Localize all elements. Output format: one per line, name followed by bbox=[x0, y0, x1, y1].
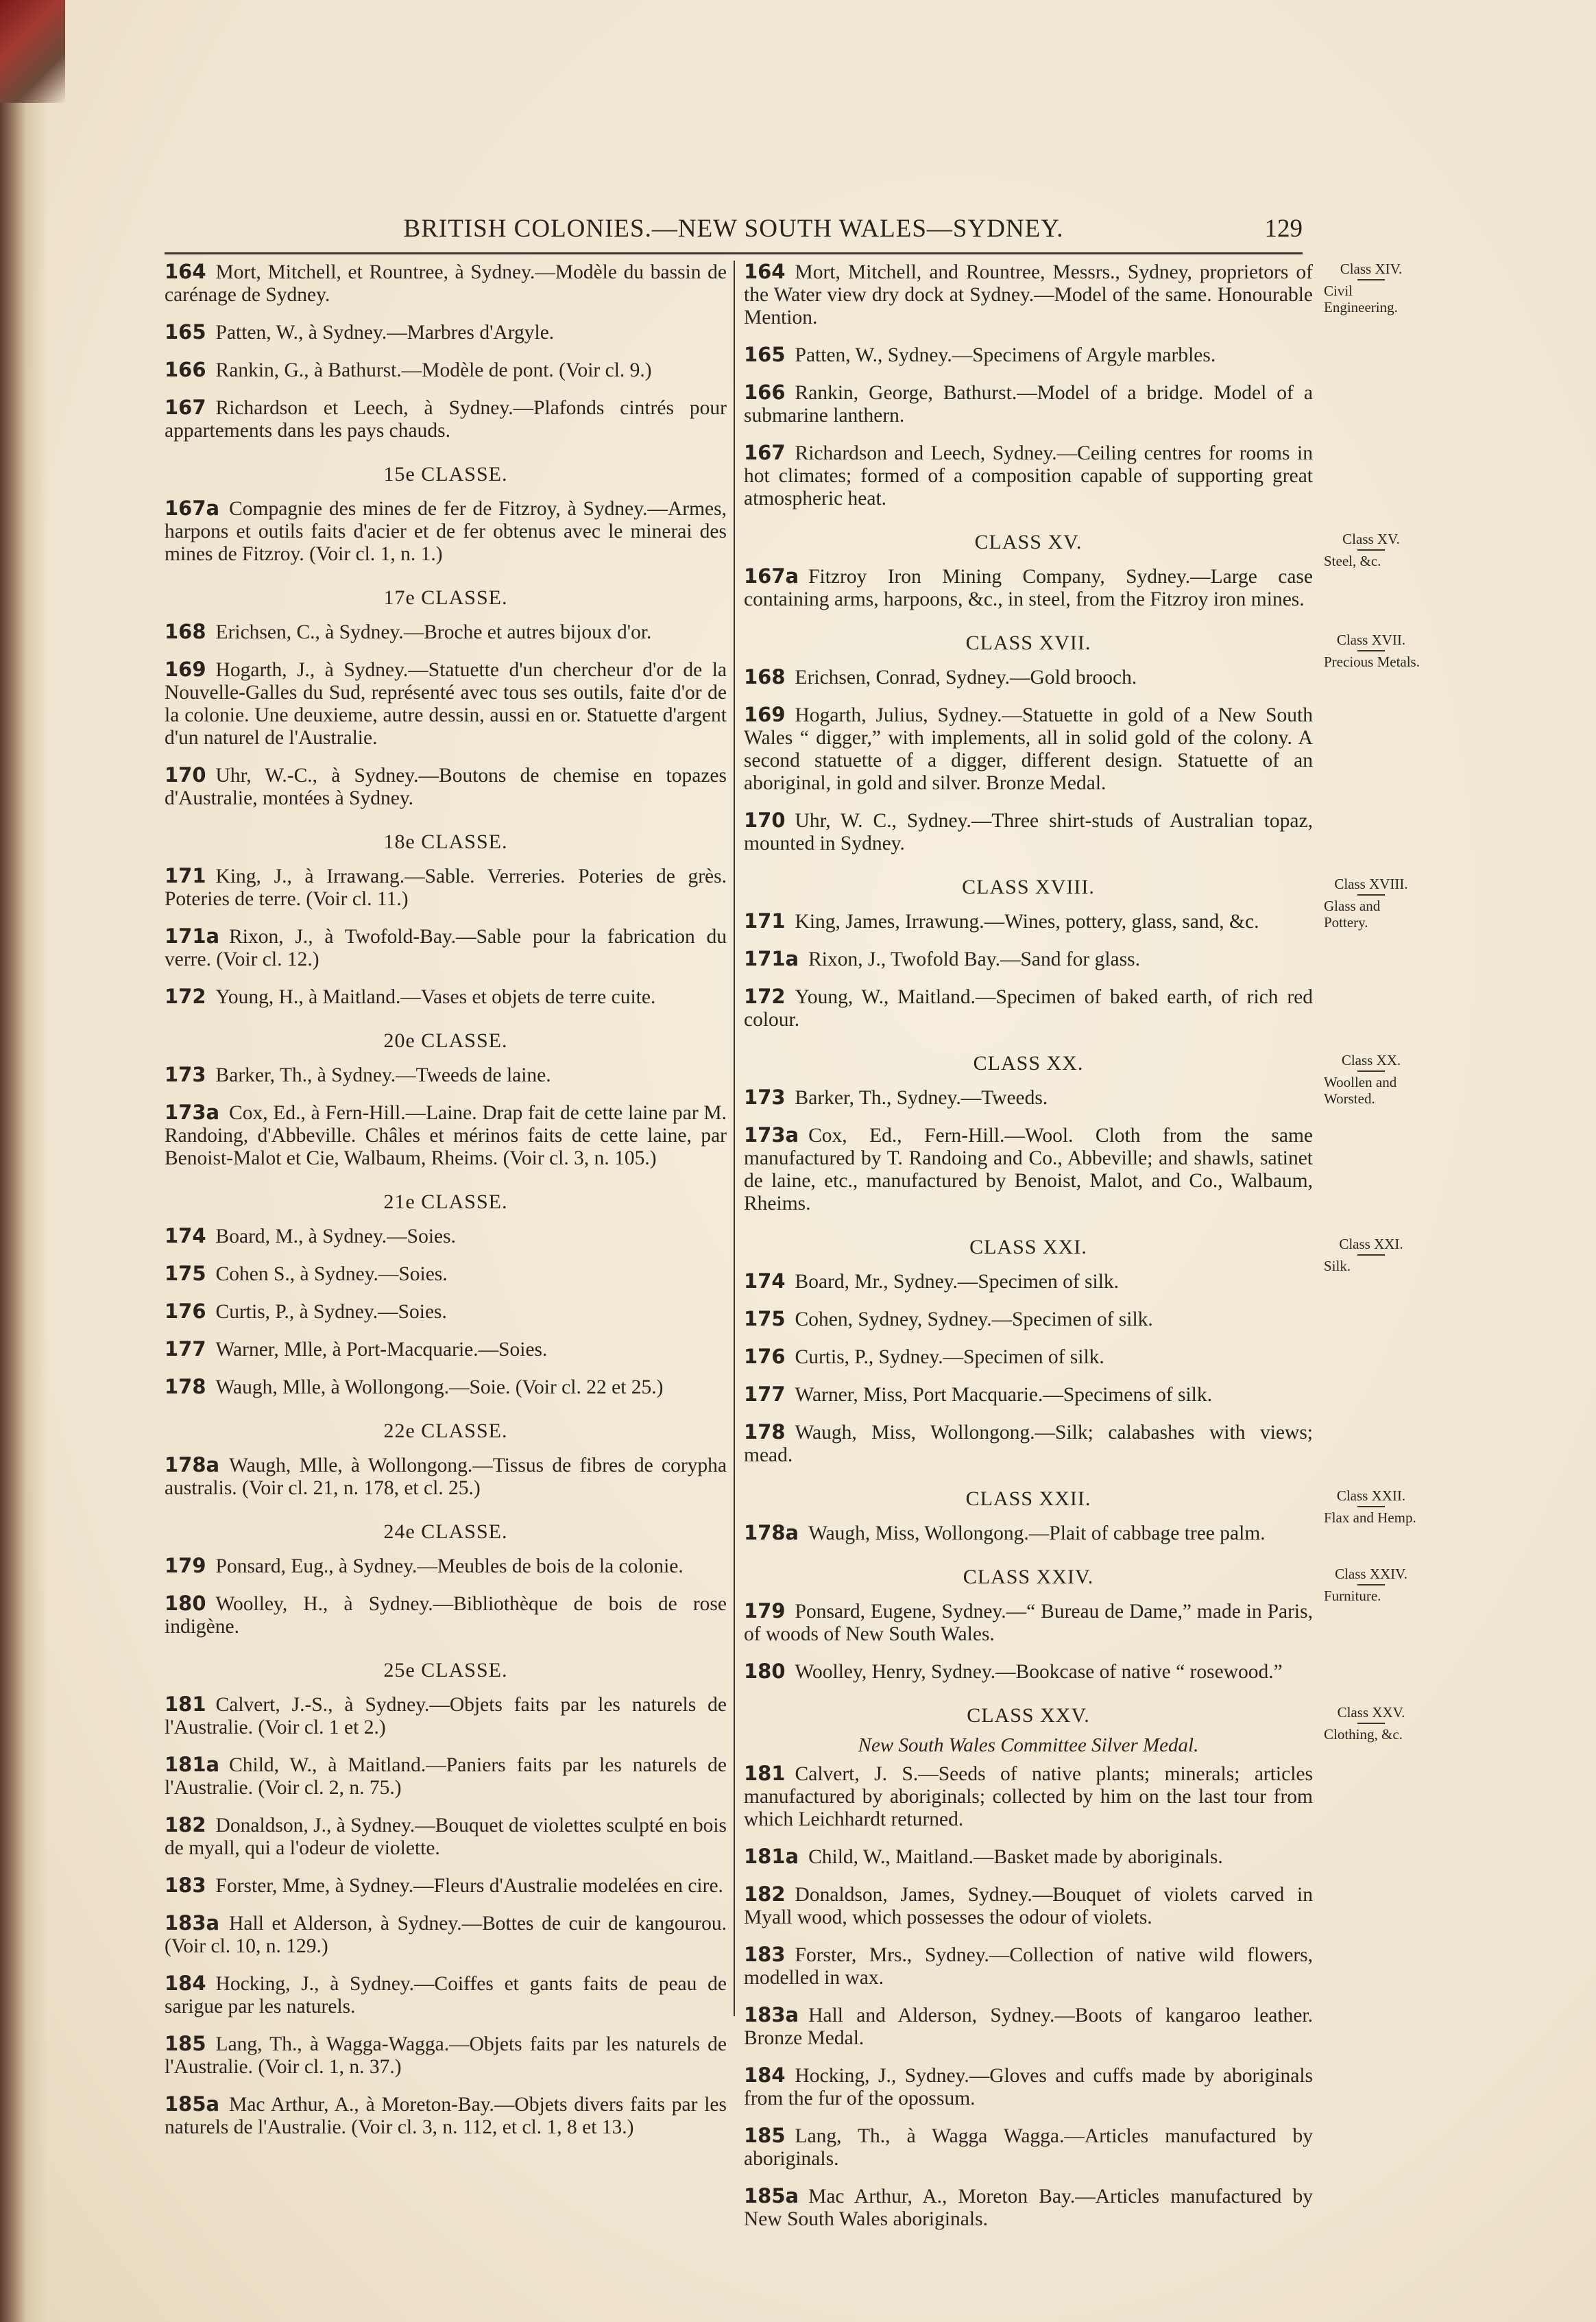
entry-text: Compagnie des mines de fer de Fitzroy, à Sydney.—Armes, harpons et outils faits d'acier et de fer obtenus avec le minerai des mines de Fitzroy. (Voir cl. 1, n. 1.) bbox=[165, 498, 727, 565]
entry-text: Donaldson, J., à Sydney.—Bouquet de violettes sculpté en bois de myall, qui a l'odeur de violette. bbox=[165, 1815, 727, 1859]
catalogue-entry bbox=[744, 1845, 1313, 1869]
class-heading: CLASS XXV. bbox=[967, 1704, 1090, 1727]
entry-text: Richardson and Leech, Sydney.—Ceiling centres for rooms in hot climates; formed of a composition capable of supporting great atmospheric heat. bbox=[744, 442, 1313, 510]
entry-number: 184 bbox=[744, 2063, 786, 2087]
entry-text: Barker, Th., Sydney.—Tweeds. bbox=[795, 1087, 1048, 1109]
class-heading: 17e CLASSE. bbox=[383, 586, 508, 609]
entry-text: Mac Arthur, A., Moreton Bay.—Articles manufactured by New South Wales aboriginals. bbox=[744, 2186, 1313, 2230]
entry-number: 183 bbox=[744, 1943, 786, 1966]
entry-number: 165 bbox=[165, 320, 206, 344]
entry-text: Rixon, J., Twofold Bay.—Sand for glass. bbox=[808, 948, 1140, 970]
entry-number: 174 bbox=[744, 1269, 786, 1293]
entry-number: 177 bbox=[165, 1337, 206, 1361]
entry-number: 181a bbox=[744, 1845, 799, 1868]
catalogue-entry bbox=[744, 261, 1313, 329]
entry-number: 183a bbox=[165, 1911, 220, 1935]
catalogue-entry bbox=[165, 2033, 727, 2079]
binding-corner bbox=[0, 0, 65, 103]
entry-text: King, James, Irrawung.—Wines, pottery, glass, sand, &c. bbox=[795, 911, 1259, 933]
entry-number: 183 bbox=[165, 1874, 206, 1897]
entry-text: Hocking, J., à Sydney.—Coiffes et gants faits de peau de sarigue par les naturels. bbox=[165, 1973, 727, 2018]
catalogue-entry bbox=[165, 1972, 727, 2018]
catalogue-entry bbox=[165, 1338, 727, 1361]
entry-number: 169 bbox=[165, 658, 206, 681]
book-binding-edge bbox=[0, 0, 48, 2322]
class-heading: 18e CLASSE. bbox=[383, 830, 508, 853]
entry-number: 167a bbox=[165, 496, 220, 520]
margin-note-label: Woollen and Worsted. bbox=[1324, 1074, 1397, 1107]
entry-text: Ponsard, Eugene, Sydney.—“ Bureau de Dame,” made in Paris, of woods of New South Wales. bbox=[744, 1601, 1313, 1645]
margin-note-label: Flax and Hemp. bbox=[1324, 1509, 1416, 1526]
entry-number: 171a bbox=[165, 924, 220, 948]
class-heading: 15e CLASSE. bbox=[383, 463, 508, 486]
catalogue-entry bbox=[744, 948, 1313, 971]
entry-text: Woolley, Henry, Sydney.—Bookcase of native “ rosewood.” bbox=[795, 1661, 1283, 1683]
catalogue-entry bbox=[165, 1754, 727, 1799]
margin-note-label: Glass and Pottery. bbox=[1324, 898, 1381, 931]
entry-text: Child, W., Maitland.—Basket made by aboriginals. bbox=[808, 1846, 1223, 1868]
margin-note-rule bbox=[1357, 894, 1385, 896]
catalogue-entry bbox=[744, 1124, 1313, 1215]
catalogue-entry bbox=[165, 2093, 727, 2139]
entry-text: Calvert, J.-S., à Sydney.—Objets faits par les naturels de l'Australie. (Voir cl. 1 et 2.) bbox=[165, 1694, 727, 1738]
entry-number: 167 bbox=[165, 396, 206, 419]
margin-note-label: Steel, &c. bbox=[1324, 553, 1381, 569]
catalogue-entry bbox=[744, 1086, 1313, 1110]
catalogue-entry bbox=[744, 1383, 1313, 1407]
catalogue-entry bbox=[744, 985, 1313, 1031]
entry-text: Hogarth, J., à Sydney.—Statuette d'un chercheur d'or de la Nouvelle-Galles du Sud, représenté avec tous ses outils, faite d'or de la colonie. Une deuxieme, autre dessin, aussi en or. Statuette d'argent d'un naturel de l'Australie. bbox=[165, 659, 727, 749]
class-heading: 24e CLASSE. bbox=[383, 1520, 508, 1543]
catalogue-entry bbox=[165, 1874, 727, 1898]
entry-text: Richardson et Leech, à Sydney.—Plafonds cintrés pour appartements dans les pays chauds. bbox=[165, 397, 727, 442]
entry-text: Ponsard, Eug., à Sydney.—Meubles de bois de la colonie. bbox=[215, 1555, 684, 1577]
entry-number: 179 bbox=[165, 1554, 206, 1577]
margin-note-rule bbox=[1357, 1723, 1385, 1724]
entry-number: 173 bbox=[744, 1086, 786, 1109]
entry-number: 173 bbox=[165, 1063, 206, 1086]
margin-note bbox=[1320, 1236, 1423, 1274]
catalogue-entry bbox=[744, 1943, 1313, 1989]
margin-note-class: Class XX. bbox=[1341, 1052, 1401, 1068]
margin-note-rule bbox=[1357, 1506, 1385, 1507]
margin-note-class: Class XXII. bbox=[1336, 1487, 1406, 1504]
entry-number: 178 bbox=[744, 1420, 786, 1444]
catalogue-entry bbox=[744, 1762, 1313, 1831]
margin-note-class: Class XXV. bbox=[1337, 1704, 1405, 1721]
class-heading: CLASS XVIII. bbox=[962, 876, 1095, 898]
entry-number: 166 bbox=[744, 381, 786, 404]
entry-number: 185 bbox=[165, 2032, 206, 2055]
margin-note-class: Class XVIII. bbox=[1334, 876, 1408, 892]
entry-number: 175 bbox=[165, 1262, 206, 1285]
catalogue-entry bbox=[744, 1270, 1313, 1293]
catalogue-entry bbox=[744, 2124, 1313, 2170]
entry-text: Curtis, P., Sydney.—Specimen of silk. bbox=[795, 1346, 1104, 1368]
entry-number: 184 bbox=[165, 1972, 206, 1995]
running-title: BRITISH COLONIES.—NEW SOUTH WALES—SYDNEY. bbox=[403, 215, 1064, 243]
entry-text: Lang, Th., à Wagga-Wagga.—Objets faits par les naturels de l'Australie. (Voir cl. 1, n. 37.) bbox=[165, 2033, 727, 2078]
class-heading: CLASS XXI. bbox=[969, 1236, 1087, 1258]
entry-number: 168 bbox=[165, 620, 206, 643]
entry-text: Uhr, W.-C., à Sydney.—Boutons de chemise en topazes d'Australie, montées à Sydney. bbox=[165, 765, 727, 809]
entry-number: 168 bbox=[744, 665, 786, 689]
entry-text: Forster, Mrs., Sydney.—Collection of native wild flowers, modelled in wax. bbox=[744, 1944, 1313, 1989]
entry-text: Fitzroy Iron Mining Company, Sydney.—Large case containing arms, harpoons, &c., in steel, from the Fitzroy iron mines. bbox=[744, 566, 1313, 610]
entry-text: Board, M., à Sydney.—Soies. bbox=[215, 1225, 456, 1247]
entry-text: Mac Arthur, A., à Moreton-Bay.—Objets divers faits par les naturels de l'Australie. (Voir cl. 3, n. 112, et cl. 1, 8 et 13.) bbox=[165, 2094, 727, 2138]
margin-note bbox=[1320, 1704, 1423, 1743]
entry-number: 185 bbox=[744, 2124, 786, 2147]
entry-number: 172 bbox=[165, 985, 206, 1008]
english-column bbox=[744, 261, 1313, 2245]
catalogue-entry bbox=[744, 704, 1313, 795]
entry-text: Patten, W., Sydney.—Specimens of Argyle marbles. bbox=[795, 344, 1216, 366]
margin-note bbox=[1320, 876, 1423, 931]
catalogue-entry bbox=[744, 1883, 1313, 1929]
entry-text: Waugh, Mlle, à Wollongong.—Tissus de fibres de corypha australis. (Voir cl. 21, n. 178, et cl. 25.) bbox=[165, 1455, 727, 1499]
entry-text: King, J., à Irrawang.—Sable. Verreries. Poteries de grès. Poteries de terre. (Voir cl. 11.) bbox=[165, 865, 727, 910]
entry-text: Woolley, H., à Sydney.—Bibliothèque de bois de rose indigène. bbox=[165, 1593, 727, 1638]
entry-number: 180 bbox=[165, 1592, 206, 1615]
entry-number: 181 bbox=[744, 1762, 786, 1785]
entry-number: 172 bbox=[744, 985, 786, 1008]
margin-note-class: Class XVII. bbox=[1336, 632, 1406, 648]
catalogue-entry bbox=[165, 985, 727, 1009]
margin-note-class: Class XXI. bbox=[1339, 1236, 1403, 1252]
entry-text: Cohen, Sydney, Sydney.—Specimen of silk. bbox=[795, 1308, 1153, 1330]
entry-number: 173a bbox=[165, 1101, 220, 1124]
entry-number: 167a bbox=[744, 564, 799, 588]
catalogue-entry bbox=[744, 910, 1313, 933]
class-subnote: New South Wales Committee Silver Medal. bbox=[858, 1734, 1199, 1756]
catalogue-entry bbox=[165, 1592, 727, 1638]
margin-note-rule bbox=[1357, 279, 1385, 280]
catalogue-entry bbox=[744, 1600, 1313, 1646]
entry-number: 164 bbox=[165, 260, 206, 283]
column-divider bbox=[734, 261, 735, 2016]
catalogue-entry bbox=[744, 565, 1313, 611]
entry-number: 177 bbox=[744, 1383, 786, 1406]
catalogue-entry bbox=[165, 1225, 727, 1248]
entry-number: 182 bbox=[165, 1813, 206, 1836]
entry-number: 166 bbox=[165, 358, 206, 381]
entry-text: Board, Mr., Sydney.—Specimen of silk. bbox=[795, 1271, 1120, 1293]
entry-text: Cohen S., à Sydney.—Soies. bbox=[215, 1263, 448, 1285]
entry-number: 183a bbox=[744, 2003, 799, 2026]
catalogue-entry bbox=[744, 2004, 1313, 2050]
class-heading: CLASS XVII. bbox=[965, 632, 1091, 654]
catalogue-entry bbox=[165, 764, 727, 810]
entry-number: 169 bbox=[744, 703, 786, 726]
catalogue-entry bbox=[165, 865, 727, 911]
entry-text: Waugh, Miss, Wollongong.—Plait of cabbage tree palm. bbox=[808, 1522, 1266, 1544]
catalogue-entry bbox=[744, 1522, 1313, 1545]
entry-number: 179 bbox=[744, 1599, 786, 1623]
catalogue-entry bbox=[744, 442, 1313, 510]
catalogue-entry bbox=[165, 1454, 727, 1500]
entry-text: Erichsen, Conrad, Sydney.—Gold brooch. bbox=[795, 667, 1137, 689]
catalogue-entry bbox=[165, 1300, 727, 1324]
entry-text: Mort, Mitchell, and Rountree, Messrs., Sydney, proprietors of the Water view dry dock at Sydney.—Model of the same. Honourable Mention. bbox=[744, 261, 1313, 328]
entry-number: 181a bbox=[165, 1753, 220, 1776]
catalogue-entry bbox=[744, 344, 1313, 367]
entry-number: 170 bbox=[165, 763, 206, 787]
entry-number: 178 bbox=[165, 1375, 206, 1398]
margin-note-label: Clothing, &c. bbox=[1324, 1726, 1403, 1743]
entry-text: Child, W., à Maitland.—Paniers faits par les naturels de l'Australie. (Voir cl. 2, n. 75.) bbox=[165, 1754, 727, 1799]
french-column bbox=[165, 261, 727, 2153]
catalogue-entry bbox=[165, 1912, 727, 1958]
catalogue-entry bbox=[744, 1308, 1313, 1331]
entry-number: 171a bbox=[744, 947, 799, 970]
entry-text: Warner, Mlle, à Port-Macquarie.—Soies. bbox=[215, 1339, 548, 1361]
margin-note bbox=[1320, 1052, 1423, 1107]
entry-number: 173a bbox=[744, 1123, 799, 1147]
entry-text: Donaldson, James, Sydney.—Bouquet of violets carved in Myall wood, which possesses the odour of violets. bbox=[744, 1884, 1313, 1928]
entry-text: Hocking, J., Sydney.—Gloves and cuffs made by aboriginals from the fur of the opossum. bbox=[744, 2065, 1313, 2109]
catalogue-entry bbox=[165, 396, 727, 442]
margin-note-rule bbox=[1357, 549, 1385, 551]
margin-note-label: Furniture. bbox=[1324, 1588, 1381, 1604]
catalogue-entry bbox=[744, 666, 1313, 689]
margin-note-rule bbox=[1357, 1254, 1385, 1256]
entry-number: 176 bbox=[165, 1300, 206, 1323]
catalogue-entry bbox=[165, 1555, 727, 1578]
entry-text: Forster, Mme, à Sydney.—Fleurs d'Australie modelées en cire. bbox=[215, 1875, 723, 1897]
entry-text: Rankin, G., à Bathurst.—Modèle de pont. (Voir cl. 9.) bbox=[215, 359, 652, 381]
page-header bbox=[165, 214, 1303, 254]
catalogue-entry bbox=[744, 2185, 1313, 2231]
entry-text: Calvert, J. S.—Seeds of native plants; minerals; articles manufactured by aboriginals; collected by him on the last tour from which Leichhardt returned. bbox=[744, 1763, 1313, 1830]
entry-text: Erichsen, C., à Sydney.—Broche et autres bijoux d'or. bbox=[215, 621, 652, 643]
catalogue-entry bbox=[744, 2064, 1313, 2110]
entry-text: Young, W., Maitland.—Specimen of baked earth, of rich red colour. bbox=[744, 986, 1313, 1031]
entry-number: 164 bbox=[744, 260, 786, 283]
entry-text: Curtis, P., à Sydney.—Soies. bbox=[215, 1301, 447, 1323]
entry-number: 176 bbox=[744, 1345, 786, 1368]
catalogue-entry bbox=[165, 1693, 727, 1739]
catalogue-entry bbox=[165, 1814, 727, 1860]
margin-note-label: Silk. bbox=[1324, 1258, 1351, 1274]
margin-note bbox=[1320, 1487, 1423, 1526]
catalogue-entry bbox=[744, 381, 1313, 427]
catalogue-entry bbox=[165, 1064, 727, 1087]
entry-text: Warner, Miss, Port Macquarie.—Specimens of silk. bbox=[795, 1384, 1212, 1406]
margin-note bbox=[1320, 261, 1423, 315]
entry-text: Rankin, George, Bathurst.—Model of a bridge. Model of a submarine lanthern. bbox=[744, 382, 1313, 427]
entry-text: Mort, Mitchell, et Rountree, à Sydney.—Modèle du bassin de carénage de Sydney. bbox=[165, 261, 727, 306]
catalogue-entry bbox=[165, 1101, 727, 1170]
class-heading: CLASS XXIV. bbox=[963, 1566, 1094, 1588]
entry-text: Hogarth, Julius, Sydney.—Statuette in gold of a New South Wales “ digger,” with implements, all in solid gold of the colony. A second statuette of a digger, different design. Statuette of an aboriginal, in gold and silver. Bronze Medal. bbox=[744, 704, 1313, 794]
entry-number: 178a bbox=[744, 1521, 799, 1544]
margin-note-class: Class XV. bbox=[1342, 531, 1400, 547]
entry-text: Cox, Ed., à Fern-Hill.—Laine. Drap fait de cette laine par M. Randoing, d'Abbeville. Châles et mérinos faits de cette laine, par Benoist-Malot et Cie, Walbaum, Rheims. (Voir cl. 3, n. 105.) bbox=[165, 1102, 727, 1169]
entry-number: 185a bbox=[744, 2184, 799, 2207]
entry-text: Waugh, Mlle, à Wollongong.—Soie. (Voir cl. 22 et 25.) bbox=[215, 1376, 664, 1398]
class-heading: CLASS XV. bbox=[974, 531, 1083, 553]
entry-number: 165 bbox=[744, 343, 786, 366]
entry-text: Uhr, W. C., Sydney.—Three shirt-studs of Australian topaz, mounted in Sydney. bbox=[744, 810, 1313, 854]
class-heading: 21e CLASSE. bbox=[383, 1190, 508, 1213]
entry-number: 170 bbox=[744, 809, 786, 832]
catalogue-entry bbox=[744, 1660, 1313, 1684]
margin-note-rule bbox=[1357, 650, 1385, 651]
catalogue-entry bbox=[744, 1421, 1313, 1467]
entry-text: Rixon, J., à Twofold-Bay.—Sable pour la fabrication du verre. (Voir cl. 12.) bbox=[165, 926, 727, 970]
catalogue-entry bbox=[165, 1376, 727, 1399]
entry-number: 181 bbox=[165, 1692, 206, 1716]
margin-note bbox=[1320, 632, 1423, 670]
catalogue-entry bbox=[165, 621, 727, 644]
entry-text: Young, H., à Maitland.—Vases et objets de terre cuite. bbox=[215, 986, 656, 1008]
entry-number: 185a bbox=[165, 2092, 220, 2116]
class-heading: CLASS XXII. bbox=[965, 1487, 1091, 1510]
margin-note-rule bbox=[1357, 1070, 1385, 1072]
entry-text: Cox, Ed., Fern-Hill.—Wool. Cloth from the same manufactured by T. Randoing and Co., Abbeville; and shawls, satinet de laine, etc., manufactured by Benoist, Malot, and Co., Walbaum, Rheims. bbox=[744, 1125, 1313, 1214]
entry-number: 178a bbox=[165, 1453, 220, 1476]
margin-note-class: Class XIV. bbox=[1340, 261, 1403, 277]
margin-note-rule bbox=[1357, 1584, 1385, 1585]
entry-number: 175 bbox=[744, 1307, 786, 1330]
margin-note-label: Civil Engineering. bbox=[1324, 283, 1398, 315]
margin-note bbox=[1320, 531, 1423, 569]
entry-number: 174 bbox=[165, 1224, 206, 1247]
catalogue-entry bbox=[165, 658, 727, 750]
margin-note-class: Class XXIV. bbox=[1335, 1566, 1407, 1582]
class-heading: CLASS XX. bbox=[973, 1052, 1084, 1075]
entry-text: Hall and Alderson, Sydney.—Boots of kangaroo leather. Bronze Medal. bbox=[744, 2004, 1313, 2049]
page-number: 129 bbox=[1264, 215, 1303, 243]
margin-note bbox=[1320, 1566, 1423, 1604]
catalogue-entry bbox=[165, 359, 727, 382]
entry-text: Barker, Th., à Sydney.—Tweeds de laine. bbox=[215, 1064, 551, 1086]
class-heading: 20e CLASSE. bbox=[383, 1029, 508, 1052]
margin-note-label: Precious Metals. bbox=[1324, 654, 1420, 670]
catalogue-entry bbox=[744, 809, 1313, 855]
entry-text: Hall et Alderson, à Sydney.—Bottes de cuir de kangourou. (Voir cl. 10, n. 129.) bbox=[165, 1913, 727, 1957]
entry-number: 171 bbox=[165, 864, 206, 887]
entry-text: Waugh, Miss, Wollongong.—Silk; calabashes with views; mead. bbox=[744, 1422, 1313, 1466]
class-heading: 25e CLASSE. bbox=[383, 1659, 508, 1681]
catalogue-entry bbox=[165, 321, 727, 344]
catalogue-entry bbox=[165, 261, 727, 307]
entry-text: Lang, Th., à Wagga Wagga.—Articles manufactured by aboriginals. bbox=[744, 2125, 1313, 2170]
catalogue-entry bbox=[165, 497, 727, 566]
class-heading: 22e CLASSE. bbox=[383, 1420, 508, 1442]
catalogue-entry bbox=[165, 1262, 727, 1286]
entry-text: Patten, W., à Sydney.—Marbres d'Argyle. bbox=[215, 322, 555, 344]
entry-number: 171 bbox=[744, 909, 786, 933]
catalogue-entry bbox=[165, 925, 727, 971]
catalogue-entry bbox=[744, 1345, 1313, 1369]
entry-number: 180 bbox=[744, 1660, 786, 1683]
entry-number: 182 bbox=[744, 1882, 786, 1906]
entry-number: 167 bbox=[744, 441, 786, 464]
